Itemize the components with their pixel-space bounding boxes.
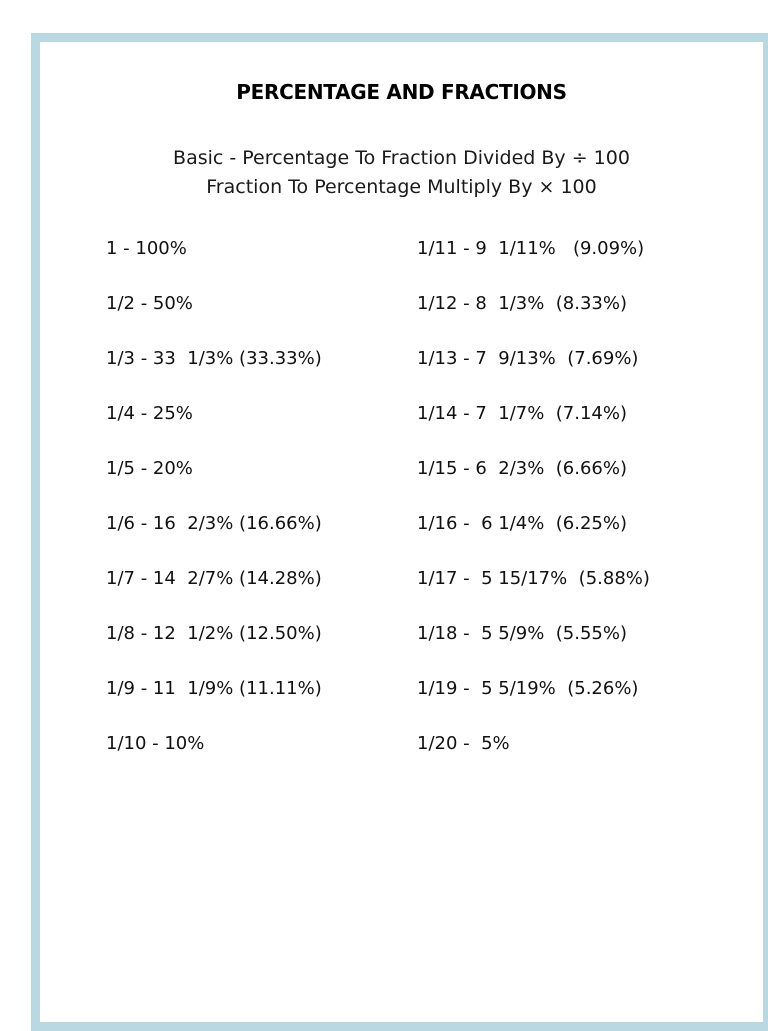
page-frame — [31, 33, 768, 1031]
list-item: 1/20 - 5% — [417, 733, 510, 754]
subtitle-line-1: Basic - Percentage To Fraction Divided By ÷ 100 — [173, 147, 630, 169]
right-column-list — [417, 238, 650, 788]
list-item: 1/14 - 7 1/7% (7.14%) — [417, 403, 627, 424]
list-item: 1/6 - 16 2/3% (16.66%) — [106, 513, 322, 534]
list-item: 1/15 - 6 2/3% (6.66%) — [417, 458, 627, 479]
list-item: 1/9 - 11 1/9% (11.11%) — [106, 678, 322, 699]
page-title: PERCENTAGE AND FRACTIONS — [236, 80, 567, 104]
subtitle-line-2: Fraction To Percentage Multiply By × 100 — [206, 176, 597, 198]
list-item: 1/3 - 33 1/3% (33.33%) — [106, 348, 322, 369]
left-column-list — [106, 238, 322, 788]
list-item: 1/2 - 50% — [106, 293, 193, 314]
list-item: 1/16 - 6 1/4% (6.25%) — [417, 513, 627, 534]
list-item: 1/18 - 5 5/9% (5.55%) — [417, 623, 627, 644]
list-item: 1/12 - 8 1/3% (8.33%) — [417, 293, 627, 314]
list-item: 1/17 - 5 15/17% (5.88%) — [417, 568, 650, 589]
list-item: 1/4 - 25% — [106, 403, 193, 424]
list-item: 1/10 - 10% — [106, 733, 205, 754]
list-item: 1/13 - 7 9/13% (7.69%) — [417, 348, 639, 369]
list-item: 1 - 100% — [106, 238, 187, 259]
list-item: 1/8 - 12 1/2% (12.50%) — [106, 623, 322, 644]
list-item: 1/11 - 9 1/11% (9.09%) — [417, 238, 645, 259]
list-item: 1/19 - 5 5/19% (5.26%) — [417, 678, 639, 699]
list-item: 1/5 - 20% — [106, 458, 193, 479]
list-item: 1/7 - 14 2/7% (14.28%) — [106, 568, 322, 589]
